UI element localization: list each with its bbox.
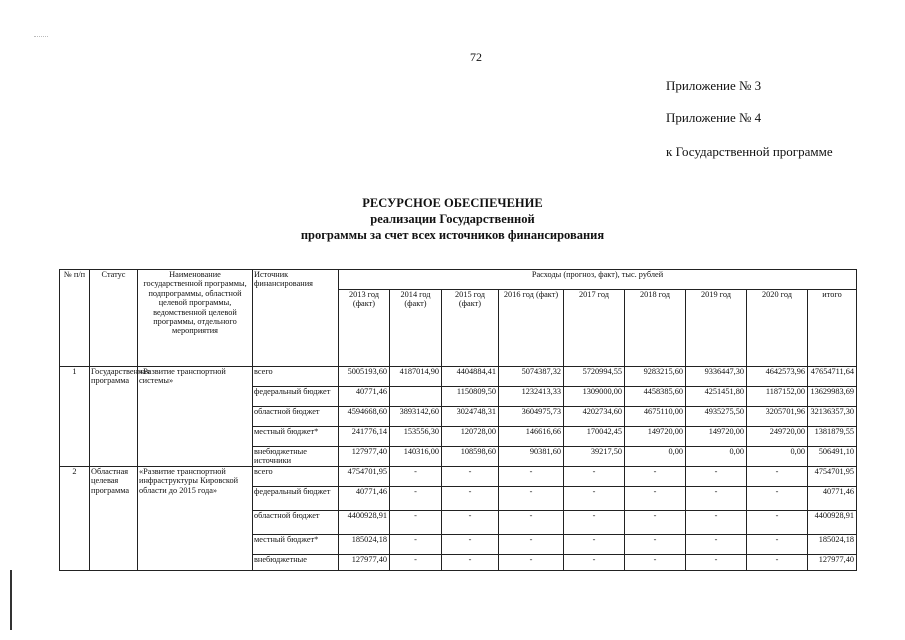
value-cell: 149720,00 [686, 427, 747, 447]
value-cell: 3205701,96 [747, 407, 808, 427]
header-year-2020: 2020 год [747, 290, 808, 367]
value-cell: 108598,60 [442, 447, 499, 467]
value-cell: 4400928,91 [339, 511, 390, 535]
value-cell: - [686, 487, 747, 511]
scan-edge-mark [10, 570, 12, 630]
value-cell: 127977,40 [808, 555, 857, 571]
value-cell: - [686, 535, 747, 555]
value-cell: - [564, 511, 625, 535]
value-cell: 4675110,00 [625, 407, 686, 427]
value-cell: 1309000,00 [564, 387, 625, 407]
value-cell: - [442, 535, 499, 555]
header-year-2013: 2013 год (факт) [339, 290, 390, 367]
value-cell: - [625, 467, 686, 487]
value-cell: - [747, 511, 808, 535]
value-cell: - [564, 555, 625, 571]
value-cell: 185024,18 [808, 535, 857, 555]
source-cell: всего [253, 367, 339, 387]
value-cell: - [564, 467, 625, 487]
value-cell: 149720,00 [625, 427, 686, 447]
value-cell: 153556,30 [390, 427, 442, 447]
value-cell: - [442, 467, 499, 487]
value-cell: 4935275,50 [686, 407, 747, 427]
doc-title: РЕСУРСНОЕ ОБЕСПЕЧЕНИЕ [362, 196, 543, 210]
value-cell: 40771,46 [339, 487, 390, 511]
value-cell: 4187014,90 [390, 367, 442, 387]
value-cell: 5074387,32 [499, 367, 564, 387]
value-cell: - [499, 535, 564, 555]
value-cell: - [564, 487, 625, 511]
value-cell [390, 387, 442, 407]
value-cell: 0,00 [625, 447, 686, 467]
source-cell: местный бюджет* [253, 535, 339, 555]
header-year-2016: 2016 год (факт) [499, 290, 564, 367]
group-status: Государственная программа [90, 367, 138, 467]
header-year-2019: 2019 год [686, 290, 747, 367]
value-cell: 4642573,96 [747, 367, 808, 387]
header-year-2015: 2015 год (факт) [442, 290, 499, 367]
value-cell: 506491,10 [808, 447, 857, 467]
group-num: 1 [60, 367, 90, 467]
value-cell: - [686, 467, 747, 487]
source-cell: федеральный бюджет [253, 387, 339, 407]
source-cell: внебюджетные источники [253, 447, 339, 467]
value-cell: - [499, 511, 564, 535]
value-cell: 4754701,95 [808, 467, 857, 487]
table-body [60, 367, 857, 571]
table-row [60, 367, 857, 387]
value-cell: 5005193,60 [339, 367, 390, 387]
appendix-line-1: Приложение № 3 [666, 78, 762, 93]
value-cell: 4400928,91 [808, 511, 857, 535]
value-cell: 146616,66 [499, 427, 564, 447]
scan-speck [34, 36, 48, 41]
header-year-2018: 2018 год [625, 290, 686, 367]
value-cell: - [625, 511, 686, 535]
value-cell: - [499, 467, 564, 487]
value-cell: 90381,60 [499, 447, 564, 467]
source-cell: внебюджетные [253, 555, 339, 571]
header-expenses: Расходы (прогноз, факт), тыс. рублей [339, 270, 857, 290]
header-name: Наименование государственной программы, подпрограммы, областной целевой программы, ведомственной целевой программы, отдельного мероприятия [138, 270, 253, 367]
value-cell: - [442, 555, 499, 571]
value-cell: - [747, 467, 808, 487]
value-cell: 9336447,30 [686, 367, 747, 387]
resource-table [59, 269, 857, 571]
value-cell: 3604975,73 [499, 407, 564, 427]
group-name: «Развитие транспортной инфраструктуры Кировской области до 2015 года» [138, 467, 253, 571]
table-row [60, 467, 857, 487]
value-cell: 4458385,60 [625, 387, 686, 407]
header-year-2014: 2014 год (факт) [390, 290, 442, 367]
value-cell: - [747, 535, 808, 555]
value-cell: 4754701,95 [339, 467, 390, 487]
value-cell: 0,00 [747, 447, 808, 467]
appendix-line-2: Приложение № 4 [666, 110, 762, 125]
value-cell: 4404884,41 [442, 367, 499, 387]
value-cell: - [390, 511, 442, 535]
value-cell: 1232413,33 [499, 387, 564, 407]
appendix-line-3: к Государственной программе [666, 144, 833, 159]
value-cell: - [442, 487, 499, 511]
value-cell: 170042,45 [564, 427, 625, 447]
value-cell: - [686, 511, 747, 535]
page-number: 72 [470, 50, 482, 64]
group-name: «Развитие транспортной системы» [138, 367, 253, 467]
value-cell: 13629983,69 [808, 387, 857, 407]
value-cell: 3893142,60 [390, 407, 442, 427]
header-year-2017: 2017 год [564, 290, 625, 367]
value-cell: 47654711,64 [808, 367, 857, 387]
header-num: № п/п [60, 270, 90, 367]
value-cell: 4594668,60 [339, 407, 390, 427]
value-cell: 241776,14 [339, 427, 390, 447]
value-cell: - [625, 487, 686, 511]
value-cell: 5720994,55 [564, 367, 625, 387]
value-cell: - [390, 487, 442, 511]
value-cell: - [390, 467, 442, 487]
value-cell: 1187152,00 [747, 387, 808, 407]
value-cell: 185024,18 [339, 535, 390, 555]
value-cell: 4202734,60 [564, 407, 625, 427]
value-cell: - [686, 555, 747, 571]
value-cell: 127977,40 [339, 447, 390, 467]
value-cell: 127977,40 [339, 555, 390, 571]
group-status: Областная целевая программа [90, 467, 138, 571]
source-cell: областной бюджет [253, 407, 339, 427]
value-cell: 4251451,80 [686, 387, 747, 407]
value-cell: 140316,00 [390, 447, 442, 467]
value-cell: 40771,46 [339, 387, 390, 407]
doc-subtitle-1: реализации Государственной [370, 212, 535, 226]
source-cell: местный бюджет* [253, 427, 339, 447]
source-cell: всего [253, 467, 339, 487]
value-cell: 3024748,31 [442, 407, 499, 427]
value-cell: 40771,46 [808, 487, 857, 511]
source-cell: областной бюджет [253, 511, 339, 535]
doc-subtitle-2: программы за счет всех источников финансирования [300, 228, 605, 242]
value-cell: - [499, 555, 564, 571]
value-cell: - [564, 535, 625, 555]
value-cell: 0,00 [686, 447, 747, 467]
value-cell: - [747, 487, 808, 511]
value-cell: 32136357,30 [808, 407, 857, 427]
value-cell: 1150809,50 [442, 387, 499, 407]
header-total: итого [808, 290, 857, 367]
value-cell: - [625, 555, 686, 571]
value-cell: - [390, 535, 442, 555]
value-cell: - [747, 555, 808, 571]
value-cell: 1381879,55 [808, 427, 857, 447]
group-num: 2 [60, 467, 90, 571]
value-cell: - [625, 535, 686, 555]
value-cell: 120728,00 [442, 427, 499, 447]
header-status: Статус [90, 270, 138, 367]
source-cell: федеральный бюджет [253, 487, 339, 511]
value-cell: 249720,00 [747, 427, 808, 447]
value-cell: - [390, 555, 442, 571]
value-cell: 9283215,60 [625, 367, 686, 387]
value-cell: 39217,50 [564, 447, 625, 467]
header-source: Источник финансирования [253, 270, 339, 367]
value-cell: - [499, 487, 564, 511]
value-cell: - [442, 511, 499, 535]
